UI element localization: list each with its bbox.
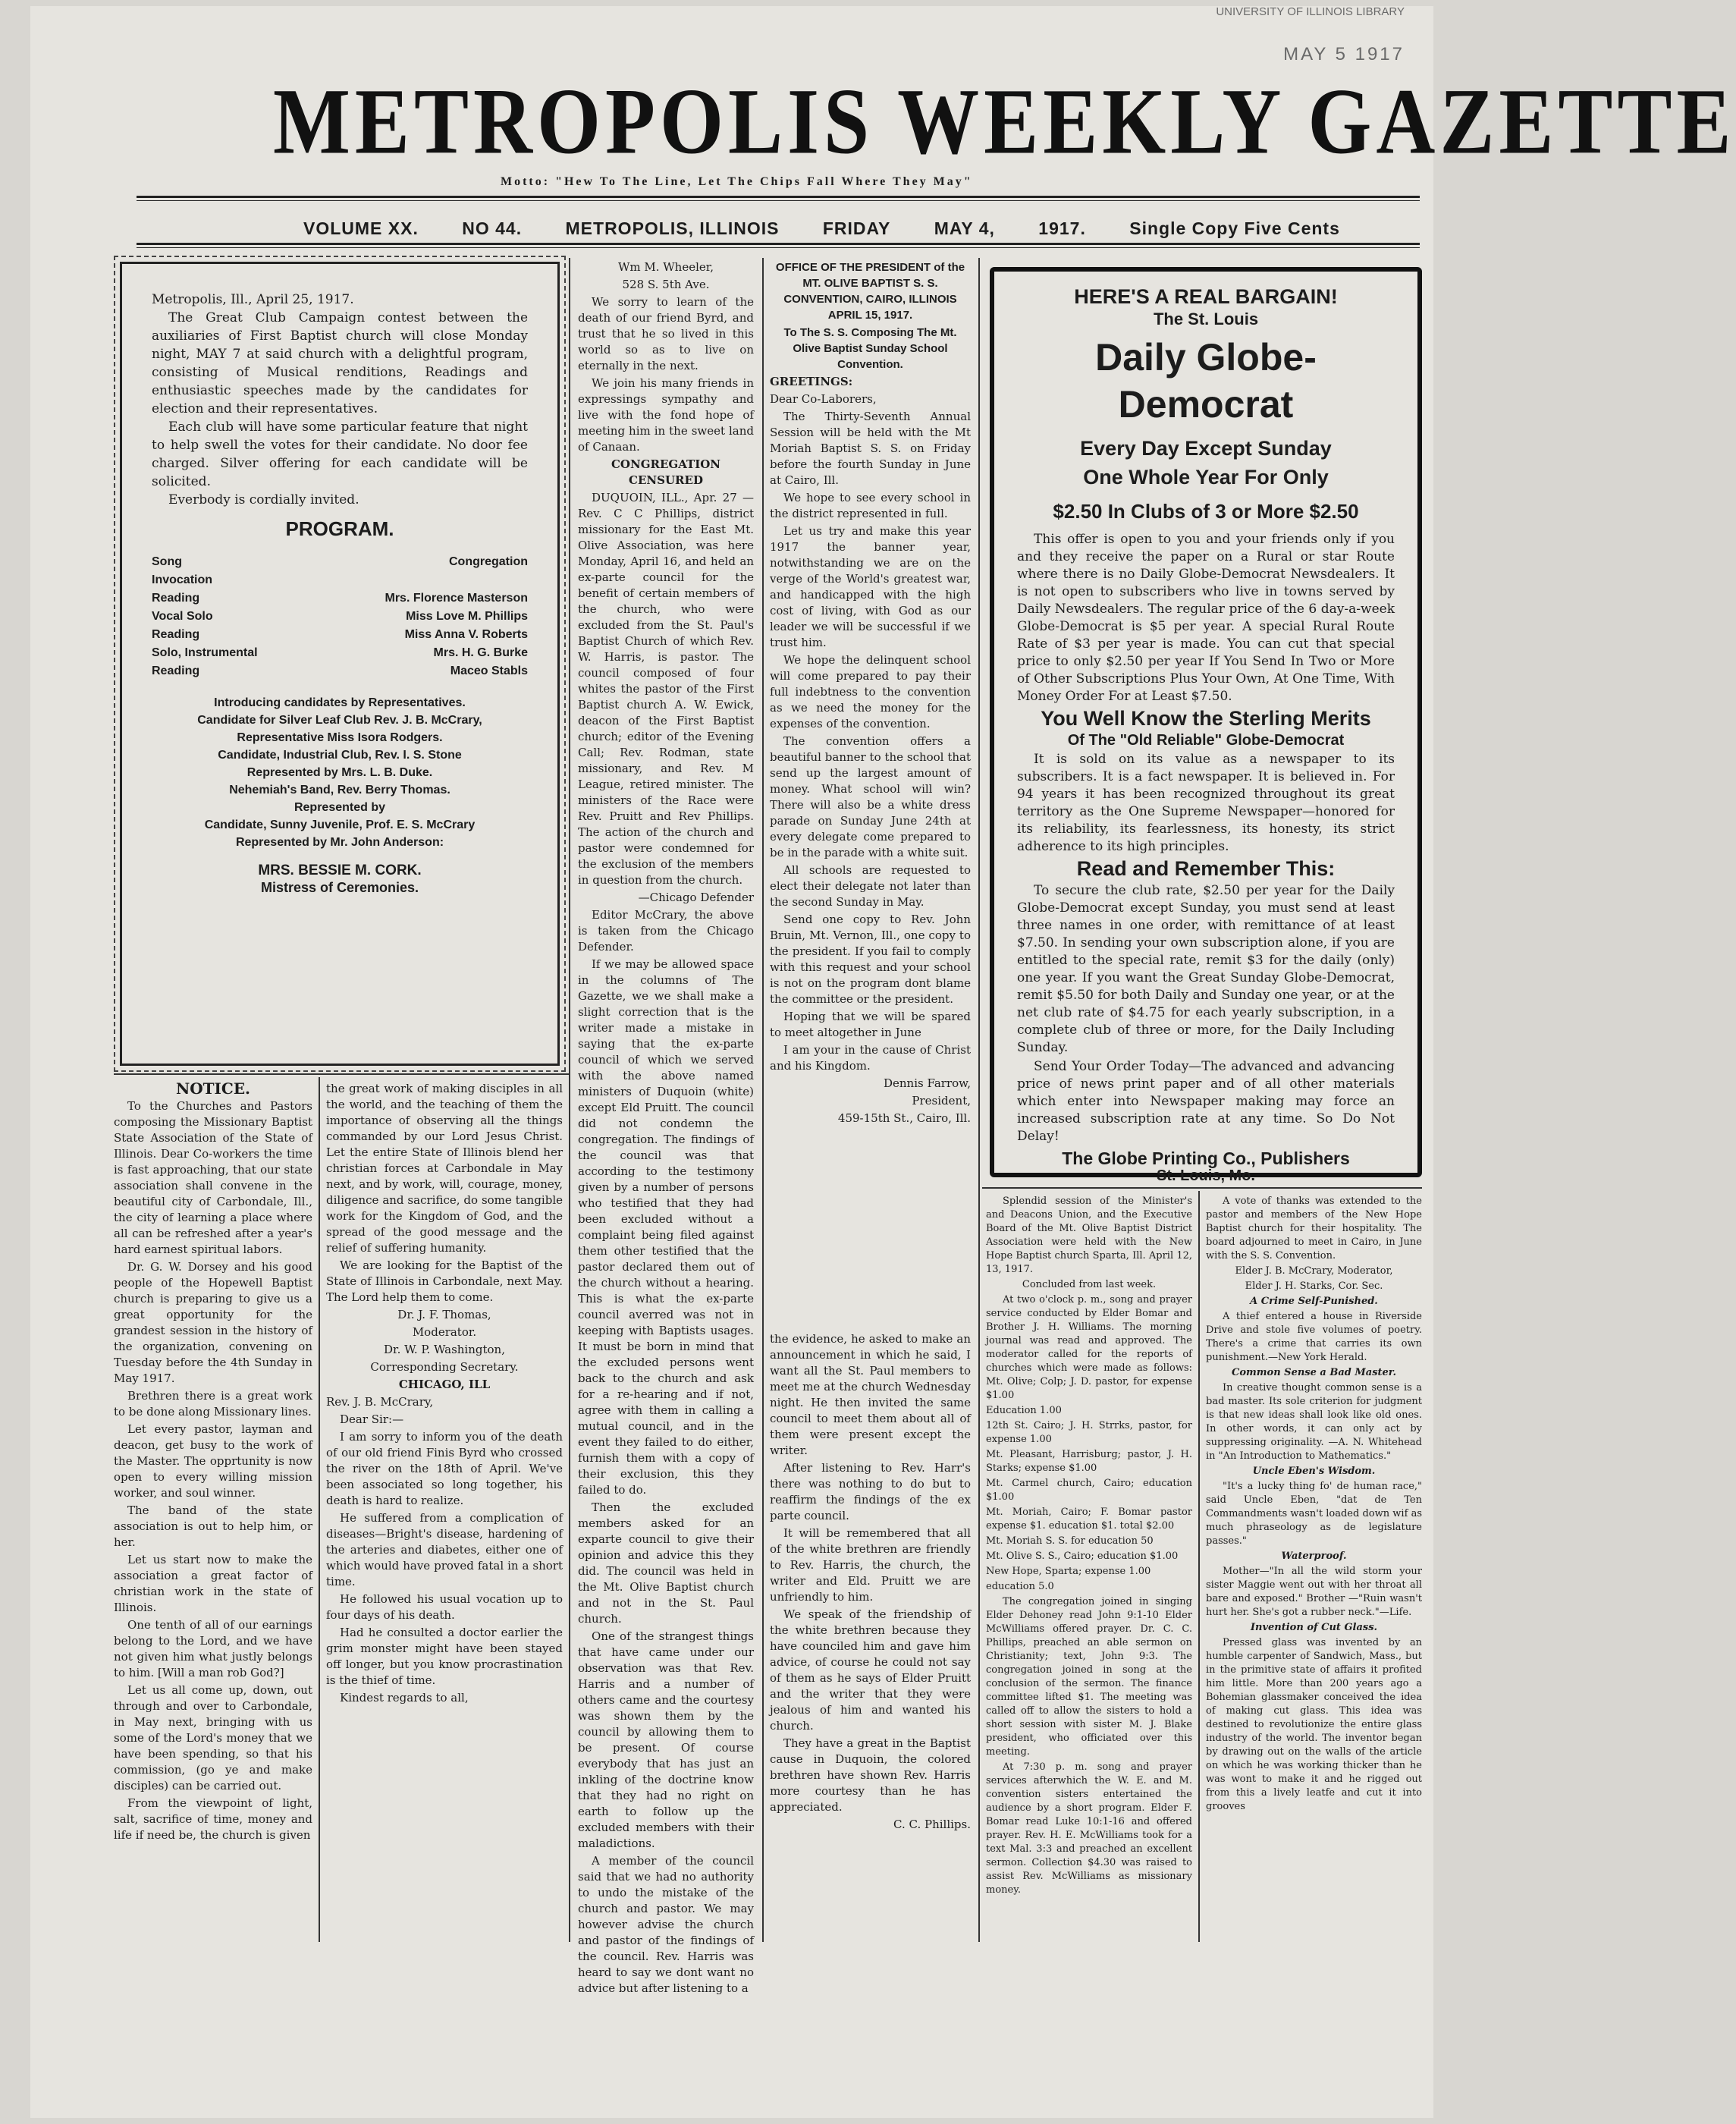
filler-paragraph: Mother—"In all the wild storm your sister Maggie went out with her throat all bare and exposed." Brother —"Ruin wasn't hurt her. She's got a rubber neck."—Life. [1206,1566,1422,1618]
filler-headline: Uncle Eben's Wisdom. [1252,1466,1376,1477]
program-line: Introducing candidates by Representatives. [214,696,466,709]
article-paragraph: We are looking for the Baptist of the State of Illinois in Carbondale, next May. The Lord help them to come. [326,1258,563,1304]
report-line: Mt. Moriah S. S. for education 50 [986,1535,1154,1547]
column-rule-3 [978,258,980,1942]
article-paragraph: One of the strangest things that have came under our observation was that Rev. Harris and a number of others came and the courtesy was shown them by the council by allowing them to be present. Of course everybody that has just an inkling of the doctrine know that they had no right on earth to follow up the excluded members with their maladictions. [578,1629,754,1850]
program-line: Candidate, Industrial Club, Rev. I. S. Stone [218,749,462,762]
copy-price: Single Copy Five Cents [1129,218,1340,238]
globe-democrat-ad [990,267,1422,1184]
article-paragraph: From the viewpoint of light, salt, sacrifice of time, money and life if need be, the church is given [114,1796,312,1842]
signature-name: Dr. W. P. Washington, [384,1343,505,1356]
article-note: Concluded from last week. [1022,1279,1157,1290]
salutation: Dear Co-Laborers, [770,392,877,406]
article-paragraph: At two o'clock p. m., song and prayer service conducted by Elder Bomar and Brother J. H. Williams. The morning journal was read and approved. The moderator called for the reports of churches which were made as follows: Mt. Olive; Colp; J. D. pastor, for expense $1.00 [986,1294,1192,1401]
article-paragraph: We sorry to learn of the death of our friend Byrd, and trust that he so lived in this world so as to live on eternally in the next. [578,295,754,372]
signature-name: Elder J. B. McCrary, Moderator, [1235,1265,1393,1277]
program-performer: Mrs. Florence Masterson [385,592,528,605]
column-3 [770,259,971,1128]
column-6-bottom [1206,1195,1422,1815]
report-line: Mt. Moriah, Cairo; F. Bomar pastor expense $1. education $1. total $2.00 [986,1507,1192,1532]
masthead-rule-thin [137,200,1420,201]
masthead-title: METROPOLIS WEEKLY GAZETTE [273,70,1736,174]
filler-headline: A Crime Self-Punished. [1250,1296,1378,1307]
report-line: Mt. Pleasant, Harrisburg; pastor, J. H. Starks; expense $1.00 [986,1449,1192,1474]
column-4-bottom [770,1331,971,1834]
dateline-rule-thin [137,247,1420,248]
ad-headline: HERE'S A REAL BARGAIN! [1074,285,1338,308]
article-paragraph: Let us start now to make the association a great factor of christian work in the state of Illinois. [114,1553,312,1614]
publication-day: FRIDAY [822,218,891,238]
ad-tagline: One Whole Year For Only [1083,466,1329,489]
article-headline: CONGREGATION CENSURED [611,457,720,487]
filler-headline: Common Sense a Bad Master. [1232,1367,1396,1378]
article-paragraph: DUQUOIN, ILL., Apr. 27 —Rev. C C Phillips, district missionary for the East Mt. Olive Association, was here Monday, April 16, and held an ex-parte council for the benefit of certain members of the church, who were excluded from the St. Paul's Baptist Church of which Rev. W. Harris, is pastor. The council composed of four whites the pastor of the First Baptist church A. W. Ewick, deacon of the First Baptist church; editor of the Evening Call; Rev. Rodman, state missionary, and Rev. M League, retired minister. The ministers of the Race were Rev. Pruitt and Rev Phillips. The action of the church and pastor were condemned for the exclusion of the members in question from the church. [578,491,754,887]
article-paragraph: The band of the state association is out to help him, or her. [114,1503,312,1549]
program-intro: The Great Club Campaign contest between the auxiliaries of First Baptist church will close Monday night, MAY 7 at said church with a delightful program, consisting of Musical renditions, Readings and enthusiastic speeches made by the candidates for election and their representatives. [152,310,528,416]
program-item: Song [152,555,182,568]
program-item: Vocal Solo [152,610,213,623]
article-paragraph: Brethren there is a great work to be done along Missionary lines. [114,1389,312,1419]
salutation: Rev. J. B. McCrary, [326,1395,434,1409]
article-paragraph: He suffered from a complication of diseases—Bright's disease, hardening of the arteries and diabetes, either one of which would have proved fatal in a short time. [326,1511,563,1588]
ad-body: This offer is open to you and your friends only if you and they receive the paper on a Rural or star Route where there is no Daily Globe-Democrat Newsdealers. It is not open to subscribers who live in towns served by Daily Newsdealers. The regular price of the 6 day-a-week Globe-Democrat is $5 per year. A special Rural Route Rate of $3 per year is made. You can cut that special price to only $2.50 per year If You Send In Two or More of Other Subscriptions Plus Your Own, At One Time, With Money Order For at Least $7.50. [1017,532,1395,704]
filler-paragraph: In creative thought common sense is a bad master. Its sole criterion for judgment is that new ideas shall look like old ones. In other words, it can only act by suppressing originality. —A. N. Whitehead in "An Introduction to Mathematics." [1206,1382,1422,1462]
program-line: Nehemiah's Band, Rev. Berry Thomas. [229,784,450,796]
program-line: Represented by [294,801,386,814]
article-paragraph: They have a great in the Baptist cause in Duquoin, the colored brethren have shown Rev. Harris more courtesy than he has appreciated. [770,1736,971,1814]
report-line: Mt. Carmel church, Cairo; education $1.00 [986,1478,1192,1503]
program-line: Candidate, Sunny Juvenile, Prof. E. S. McCrary [204,818,476,831]
letter-signature: Wm M. Wheeler, [617,260,714,274]
mistress-name: MRS. BESSIE M. CORK. [258,862,422,878]
article-paragraph: It will be remembered that all of the white brethren are friendly to Rev. Harris, the church, the writer and Eld. Pruitt we are unfriendly to him. [770,1526,971,1604]
article-paragraph: To the Churches and Pastors composing the Missionary Baptist State Association of the State of Illinois. Dear Co-workers the time is fast approaching, that our state association shall convene in the beautiful city of Carbondale, Ill., the city of learning a place where all can be refreshed after a year's hard earnest spiritual labors. [114,1099,312,1256]
convention-subheadline: To The S. S. Composing The Mt. Olive Baptist Sunday School Convention. [783,326,957,371]
program-row [152,662,528,680]
signature-address: 459-15th St., Cairo, Ill. [837,1111,971,1125]
program-item: Reading [152,628,200,641]
report-line: Education 1.00 [986,1405,1062,1416]
article-paragraph: We hope to see every school in the district represented in full. [770,491,971,520]
ad-publisher: The Globe Printing Co., Publishers [1062,1148,1350,1168]
ad-subhead: Of The "Old Reliable" Globe-Democrat [1067,732,1345,749]
article-paragraph: All schools are requested to elect their delegate not later than the second Sunday in May. [770,863,971,909]
program-list [152,553,528,680]
filler-headline: Invention of Cut Glass. [1250,1622,1378,1633]
program-box [120,262,560,1066]
program-bottom-rule [114,1073,569,1075]
article-paragraph: Editor McCrary, the above is taken from the Chicago Defender. [578,908,754,954]
ad-bottom-rule [982,1187,1422,1189]
article-paragraph: Then the excluded members asked for an exparte council to give their opinion and advice this they did. The council was held in the Mt. Olive Baptist church and not in the St. Paul church. [578,1500,754,1626]
program-feature: Each club will have some particular feature that night to help swell the votes for their candidate. No door fee charged. Silver offering for each candidate will be solicited. [152,419,528,489]
program-performer: Maceo Stabls [450,665,528,677]
signature-title: Moderator. [412,1325,477,1339]
masthead-rule [137,196,1420,198]
program-performer: Miss Anna V. Roberts [404,628,528,641]
article-paragraph: I am your in the cause of Christ and his Kingdom. [770,1043,971,1073]
signature-title: President, [912,1094,971,1108]
program-performer: Miss Love M. Phillips [406,610,528,623]
filler-paragraph: Pressed glass was invented by an humble carpenter of Sandwich, Mass., but in the primitive state of affairs it profited him little. More than 200 years ago a Bohemian glassmaker conceived the idea of making cut glass. This idea was destined to revolutionize the entire glass industry of the world. The inventor began by drawing out on the walls of the article on which he was working thicker than he was wont to make it and he rigged out from this a lively leatfe and cut it into grooves [1206,1637,1422,1812]
program-item: Reading [152,665,200,677]
program-line: Representative Miss Isora Rodgers. [237,731,443,744]
ad-headline: Read and Remember This: [1076,857,1336,880]
ad-tagline: Every Day Except Sunday [1080,437,1332,460]
program-place-date: Metropolis, Ill., April 25, 1917. [152,292,354,307]
program-line: Candidate for Silver Leaf Club Rev. J. B. McCrary, [197,714,482,727]
article-paragraph: Dr. G. W. Dorsey and his good people of the Hopewell Baptist church is preparing to give us a great opportunity for the grandest session in the history of the organization, convening on Tuesday before the 4th Sunday in May 1917. [114,1260,312,1385]
issue-number: NO 44. [462,218,523,238]
article-paragraph: Let us try and make this year 1917 the banner year, notwithstanding we are on the verge of the World's greatest war, and handicapped with the high cost of living, with God as our leader we will be successful if we trust him. [770,524,971,649]
article-source: —Chicago Defender [638,891,754,904]
column-2-top [578,259,754,1998]
signature-name: Dr. J. F. Thomas, [397,1308,491,1321]
column-rule-4 [319,1077,320,1942]
article-paragraph: The convention offers a beautiful banner to the school that send up the largest amount of money. What school will win? There will also be a white dress parade on Sunday June 24th at every delegate come prepared to be in the parade with a white suit. [770,734,971,859]
article-dateline: CHICAGO, ILL [398,1378,491,1391]
ad-body: Send Your Order Today—The advanced and advancing price of news print paper and of all other materials which enter into Newspaper making may force an increased subscription rate at any time. So Do Not Delay! [1017,1059,1395,1144]
article-paragraph: A member of the council said that we had no authority to undo the mistake of the church and pastor. We may however advise the church and pastor of the findings of the council. Rev. Harris was heard to say we dont want no advice but after listening to a [578,1854,754,1995]
article-paragraph: At 7:30 p. m. song and prayer services afterwhich the W. E. and M. convention sisters entertained the audience by a short program. Elder F. Bomar read Luke 10:1-16 and offered prayer. Rev. H. E. McWilliams took for a text Mal. 3:3 and preached an excellent sermon. Collection $4.30 was raised to assist Rev. McWilliams as missionary money. [986,1761,1192,1896]
article-paragraph: Let every pastor, layman and deacon, get busy to the work of the Master. The opprtunity is now open to every willing mission worker, and soul winner. [114,1422,312,1500]
signature-name: Dennis Farrow, [883,1076,971,1090]
article-paragraph: We join his many friends in expressings sympathy and live with the fond hope of meeting him in the sweet land of Canaan. [578,376,754,454]
report-line: New Hope, Sparta; expense 1.00 [986,1566,1151,1577]
column-rule-2 [762,258,764,1942]
article-paragraph: I am sorry to inform you of the death of our old friend Finis Byrd who crossed the river on the 18th of April. We've been associated so long together, his death is hard to realize. [326,1430,563,1507]
column-rule-5 [1198,1191,1200,1942]
publication-year: 1917. [1038,218,1086,238]
program-row [152,626,528,644]
article-paragraph: If we may be allowed space in the columns of The Gazette, we we shall make a slight correction that is the writer made a mistake in saying that the ex-parte council of which we served with the above named ministers of Duquoin (white) except Eld Pruitt. The council did not condemn the congregation. The findings of the council was that according to the testimony given by a number of persons who testified that they had been excluded without a complaint being filed against them other testified that the pastor declared them out of the church without a hearing. This is what the ex-parte council averred was not in keeping with Baptists usages. It must be born in mind that the excluded persons went back to the church and ask for a re-hearing and if not, agree with them in calling a mutual council, and in the event they failed to do either, furnish them with a copy of their exclusion, this they failed to do. [578,957,754,1497]
article-paragraph: the evidence, he asked to make an announcement in which he said, I want all the St. Paul members to meet me at the church Wednesday night. He then invited the same council to meet them about all of them were present except the writer. [770,1332,971,1457]
publication-date: MAY 4, [934,218,995,238]
article-paragraph: We hope the delinquent school will come prepared to pay their full indebtness to the convention as we need the money for the expenses of the convention. [770,653,971,731]
library-stamp-date: MAY 5 1917 [1283,43,1405,64]
volume-number: VOLUME XX. [303,218,419,238]
greeting: GREETINGS: [770,375,853,388]
article-paragraph: We speak of the friendship of the white brethren because they have counciled him and gave him advice, of course he could not say of them as he says of Elder Pruitt and the writer that they were jealous of him and wanted his church. [770,1607,971,1733]
signature-name: C. C. Phillips. [893,1818,971,1831]
article-paragraph: One tenth of all of our earnings belong to the Lord, and we have not given him what justly belongs to him. [Will a man rob God?] [114,1618,312,1679]
ad-body: To secure the club rate, $2.50 per year for the Daily Globe-Democrat except Sunday, you must send at least three names in one order, with remittance of at least $7.50. In sending your own subscription alone, if you are entitled to the special rate, remit $3 for the daily (only) one year. If you want the Great Sunday Globe-Democrat, remit $5.50 for both Daily and Sunday one year, or at the net club rate of $4.75 for each yearly subscription, in a complete club of three or more, for the Daily Including Sunday. [1017,883,1395,1055]
program-item: Solo, Instrumental [152,646,258,659]
column-5-bottom [986,1195,1192,1899]
program-row [152,608,528,626]
convention-headline: OFFICE OF THE PRESIDENT of the MT. OLIVE BAPTIST S. S. CONVENTION, CAIRO, ILLINOIS APRIL 15, 1917. [775,261,965,322]
program-line: Represented by Mrs. L. B. Duke. [246,766,433,779]
ad-price: $2.50 In Clubs of 3 or More $2.50 [1053,500,1359,523]
filler-headline: Waterproof. [1281,1551,1347,1562]
article-paragraph: After listening to Rev. Harr's there was nothing to do but to reaffirm the findings of the ex parte council. [770,1461,971,1522]
article-paragraph: Splendid session of the Minister's and Deacons Union, and the Executive Board of the Mt. Olive Baptist District Association were held with the New Hope Baptist church Sparta, Ill. April 12, 13, 1917. [986,1196,1192,1275]
article-paragraph: A vote of thanks was extended to the pastor and members of the New Hope Baptist church for their hospitality. The board adjourned to meet in Cairo, in June with the S. S. Convention. [1206,1196,1422,1262]
salutation: Dear Sir:— [340,1412,404,1426]
program-line: Represented by Mr. John Anderson: [235,836,444,849]
program-performer: Congregation [449,555,528,568]
report-line: education 5.0 [986,1581,1054,1592]
report-line: 12th St. Cairo; J. H. Strrks, pastor, for expense 1.00 [986,1420,1192,1445]
publication-place: METROPOLIS, ILLINOIS [565,218,780,238]
program-row [152,553,528,571]
mistress-title: Mistress of Ceremonies. [260,880,419,895]
article-paragraph: The congregation joined in singing Elder Dehoney read John 9:1-10 Elder McWilliams offered prayer. Dr. C. C. Phillips, preached an able sermon on Christianity; text, John 9:3. The congregation joined in song at the conclusion of the sermon. The finance committee lifted $1. The meeting was called off to allow the sisters to hold a short session with sister M. J. Blake president, who officiated over this meeting. [986,1596,1192,1758]
letter-address: 528 S. 5th Ave. [622,278,710,291]
notice-headline: NOTICE. [175,1079,251,1098]
signature-title: Corresponding Secretary. [370,1360,519,1374]
masthead-motto: Motto: "Hew To The Line, Let The Chips Fall Where They May" [501,175,973,188]
dateline-rule [137,243,1420,245]
report-line: Mt. Olive S. S., Cairo; education $1.00 [986,1551,1179,1562]
article-paragraph: The Thirty-Seventh Annual Session will be held with the Mt Moriah Baptist S. S. on Friday before the fourth Sunday in June at Cairo, Ill. [770,410,971,487]
library-stamp-text: UNIVERSITY OF ILLINOIS LIBRARY [1216,5,1405,18]
program-row [152,644,528,662]
article-paragraph: the great work of making disciples in all the world, and the teaching of them the importance of observing all the things commanded by our Lord Jesus Christ. Let the entire State of Illinois blend her christian forces at Carbondale in May next, and by work, will, courage, money, diligence and sacrifice, do some tangible work for the Kingdom of God, and the spread of the good message and the relief of suffering humanity. [326,1082,563,1255]
column-rule-1 [569,258,570,1942]
program-performer: Mrs. H. G. Burke [433,646,528,659]
program-item: Reading [152,592,200,605]
program-row [152,571,528,589]
article-paragraph: Send one copy to Rev. John Bruin, Mt. Vernon, Ill., one copy to the president. If you fail to comply with this request and your school is not on the program dont blame the committee or the president. [770,913,971,1006]
program-row [152,589,528,608]
article-paragraph: Let us all come up, down, out through and over to Carbondale, in May next, bringing with us some of the Lord's money that we have been spending, so that his commission, (go ye and make disciples) can be carried out. [114,1683,312,1793]
column-2-bottom [326,1081,563,1708]
column-1-bottom [114,1081,312,1845]
ad-subhead: The St. Louis [1153,309,1259,328]
library-stamp [1216,5,1405,66]
ad-paper-name: Daily Globe-Democrat [1095,336,1317,426]
filler-paragraph: "It's a lucky thing fo' de human race," said Uncle Eben, "dat de Ten Commandments wasn't loaded down wif as much phraseology as de legislature passes." [1206,1481,1422,1547]
article-paragraph: Hoping that we will be spared to meet altogether in June [770,1010,971,1039]
filler-paragraph: A thief entered a house in Riverside Drive and stole five volumes of poetry. There's a crime that carries its own punishment.—New York Herald. [1206,1311,1422,1363]
article-paragraph: Had he consulted a doctor earlier the grim monster might have been stayed off longer, but you know procrastination is the thief of time. [326,1626,563,1687]
program-item: Invocation [152,573,213,586]
article-paragraph: Kindest regards to all, [340,1691,469,1705]
program-invite: Everbody is cordially invited. [168,492,359,507]
program-title: PROGRAM. [285,517,394,540]
article-paragraph: He followed his usual vocation up to four days of his death. [326,1592,563,1622]
signature-name: Elder J. H. Starks, Cor. Sec. [1245,1280,1383,1292]
ad-headline: You Well Know the Sterling Merits [1041,707,1371,730]
ad-city: St. Louis, Mo. [1157,1167,1255,1184]
ad-body: It is sold on its value as a newspaper to its subscribers. It is a fact newspaper. It is believed in. For 94 years it has been recognized throughout its great territory as the One Supreme Newspaper—honored for its reliability, its fearlessness, its honesty, its strict adherence to its high principles. [1017,752,1395,854]
dateline [303,218,1365,239]
